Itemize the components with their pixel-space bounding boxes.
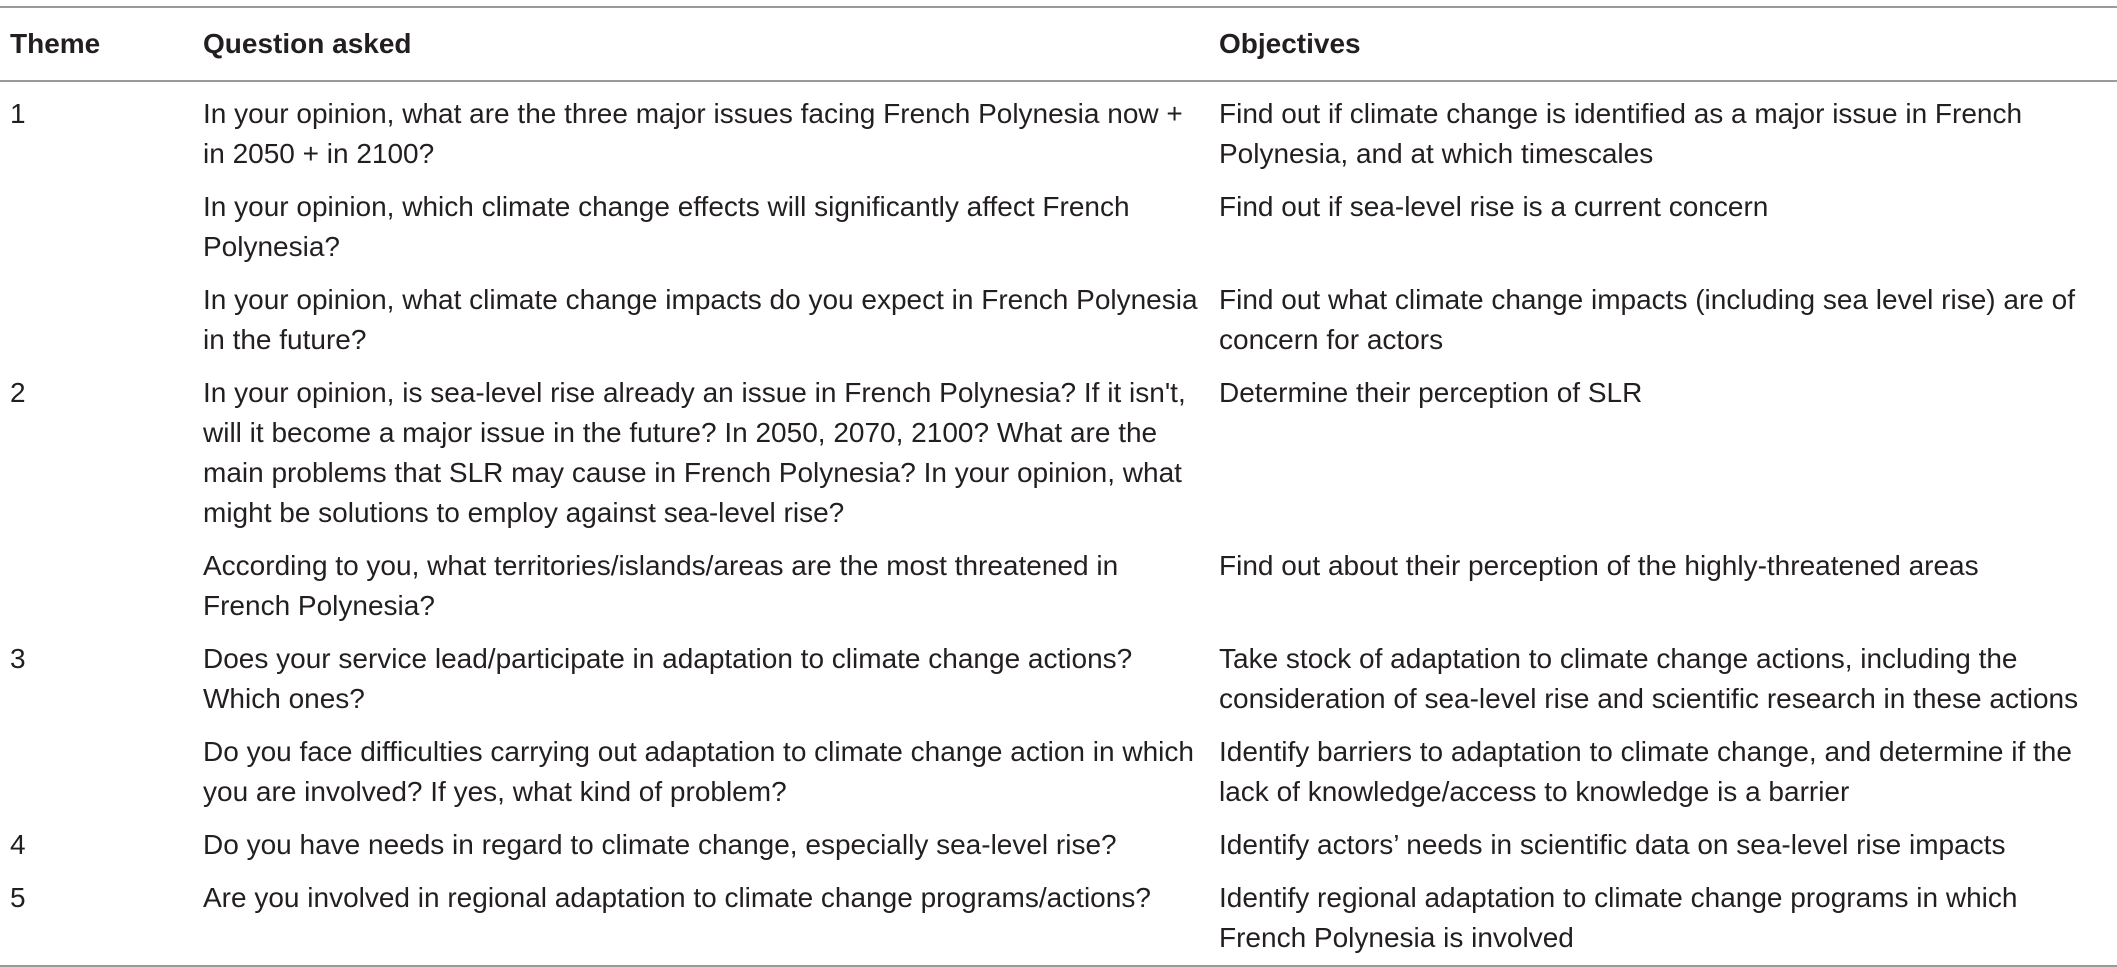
- table-header: [0, 7, 2117, 81]
- header-row: [0, 7, 2117, 81]
- cell-theme: [0, 274, 193, 367]
- table-row: [0, 819, 2117, 872]
- cell-theme: 1: [10, 98, 26, 129]
- cell-question: Are you involved in regional adaptation to climate change programs/actions?: [203, 882, 1151, 913]
- cell-question: Do you face difficulties carrying out adaptation to climate change action in which you are involved? If yes, what kind of problem?: [203, 736, 1194, 807]
- table-body: [0, 81, 2117, 966]
- cell-question: Do you have needs in regard to climate change, especially sea-level rise?: [203, 829, 1117, 860]
- cell-question: According to you, what territories/islands/areas are the most threatened in French Polynesia?: [203, 550, 1119, 621]
- cell-theme: [0, 726, 193, 819]
- header-question: Question asked: [203, 28, 412, 59]
- table-row: [0, 181, 2117, 274]
- cell-theme: 3: [10, 643, 26, 674]
- interview-questions-table: [0, 6, 2117, 967]
- table-row: [0, 726, 2117, 819]
- cell-theme: 4: [10, 829, 26, 860]
- cell-objective: Find out if climate change is identified as a major issue in French Polynesia, and at which timescales: [1219, 98, 2023, 169]
- cell-objective: Identify regional adaptation to climate change programs in which French Polynesia is involved: [1219, 882, 2018, 953]
- cell-question: In your opinion, what are the three major issues facing French Polynesia now + in 2050 + in 2100?: [203, 98, 1183, 169]
- cell-objective: Take stock of adaptation to climate change actions, including the consideration of sea-level rise and scientific research in these actions: [1219, 643, 2079, 714]
- cell-objective: Find out if sea-level rise is a current concern: [1219, 191, 1769, 222]
- header-objectives: Objectives: [1219, 28, 1361, 59]
- cell-theme: [0, 540, 193, 633]
- cell-objective: Identify barriers to adaptation to climate change, and determine if the lack of knowledge/access to knowledge is a barrier: [1219, 736, 2072, 807]
- cell-theme: 5: [10, 882, 26, 913]
- cell-objective: Find out what climate change impacts (including sea level rise) are of concern for actors: [1219, 284, 2075, 355]
- table-row: [0, 872, 2117, 966]
- cell-theme: 2: [10, 377, 26, 408]
- cell-objective: Find out about their perception of the highly-threatened areas: [1219, 550, 1979, 581]
- table-row: [0, 633, 2117, 726]
- cell-theme: [0, 181, 193, 274]
- cell-objective: Identify actors’ needs in scientific data on sea-level rise impacts: [1219, 829, 2006, 860]
- table-row: [0, 81, 2117, 181]
- table-row: [0, 540, 2117, 633]
- cell-question: In your opinion, is sea-level rise already an issue in French Polynesia? If it isn't, will it become a major issue in the future? In 2050, 2070, 2100? What are the main problems that SLR may cause in French Polynesia? In your opinion, what might be solutions to employ against sea-level rise?: [203, 377, 1186, 528]
- cell-question: In your opinion, what climate change impacts do you expect in French Polynesia in the future?: [203, 284, 1198, 355]
- table-row: [0, 274, 2117, 367]
- cell-question: Does your service lead/participate in adaptation to climate change actions? Which ones?: [203, 643, 1133, 714]
- cell-question: In your opinion, which climate change effects will significantly affect French Polynesia?: [203, 191, 1130, 262]
- table-row: [0, 367, 2117, 540]
- cell-objective: Determine their perception of SLR: [1219, 377, 1643, 408]
- header-theme: Theme: [10, 28, 101, 59]
